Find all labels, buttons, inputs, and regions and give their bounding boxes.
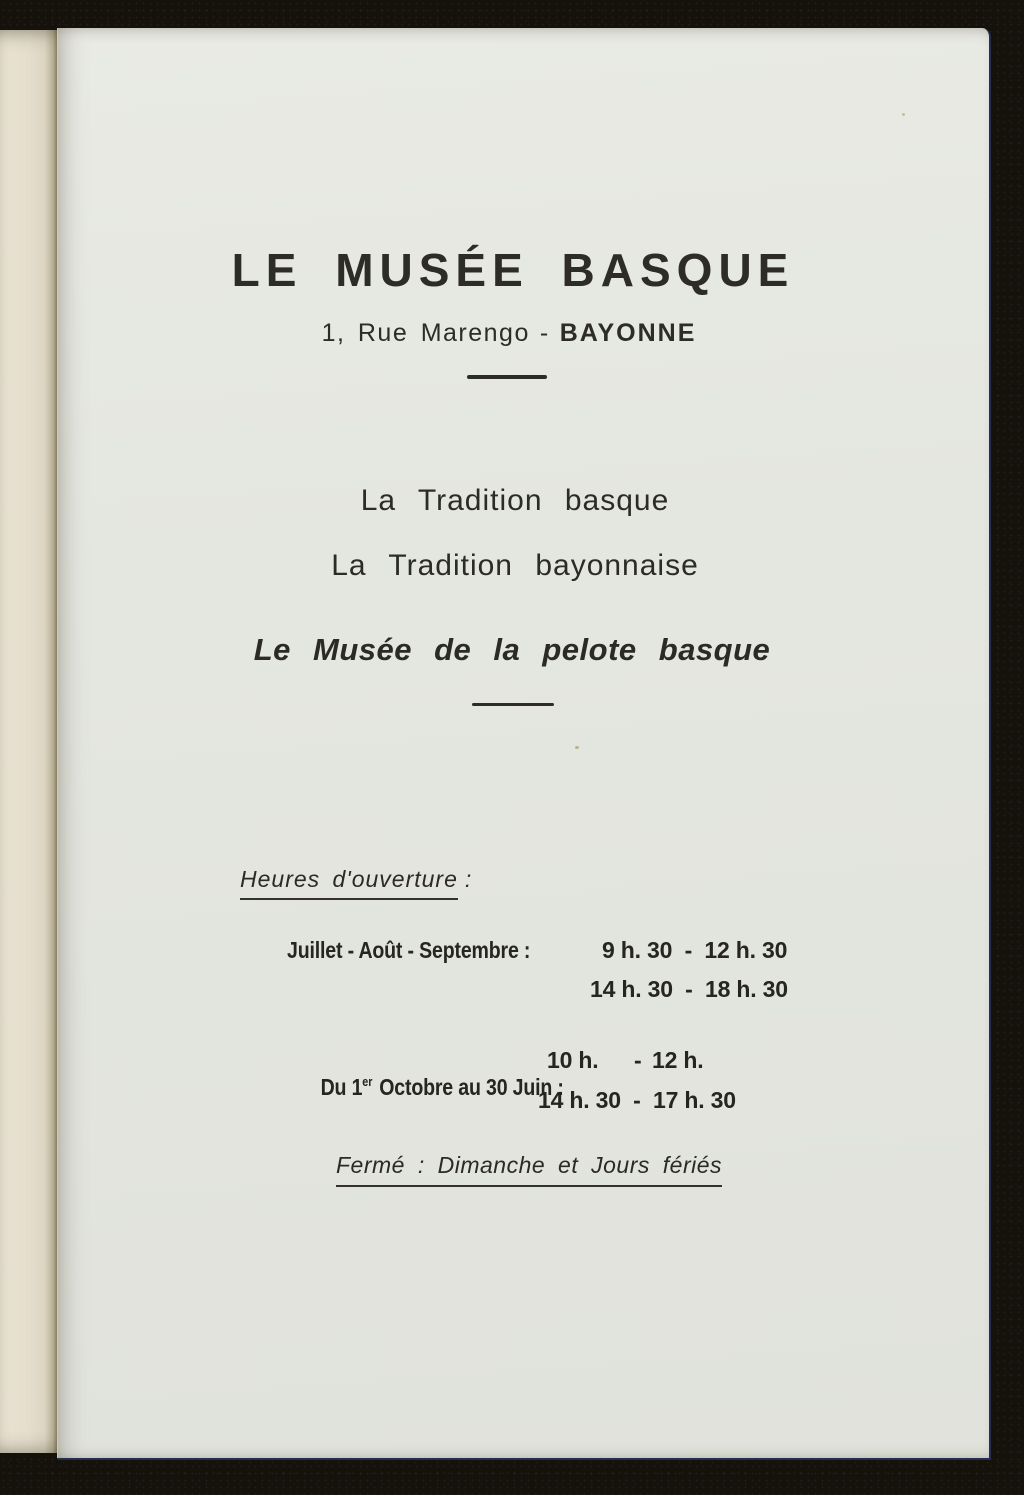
- winter-label-prefix: Du 1: [320, 1074, 363, 1100]
- museum-title: LE MUSÉE BASQUE: [231, 244, 795, 296]
- winter-morning-dash: -: [634, 1047, 642, 1073]
- tradition-bayonnaise-line: La Tradition bayonnaise: [331, 549, 699, 582]
- divider-rule-top: [467, 375, 547, 379]
- winter-morning-open-time: 10 h.: [547, 1047, 599, 1073]
- address-city: BAYONNE: [559, 319, 697, 347]
- summer-morning-hours: 9 h. 30 - 12 h. 30: [602, 937, 788, 963]
- winter-label-suffix: Octobre au 30 Juin :: [379, 1074, 564, 1100]
- winter-period-label: [289, 1047, 564, 1128]
- booklet-title-page: [57, 28, 991, 1460]
- booklet-inside-cover-edge: [0, 30, 57, 1453]
- summer-afternoon-hours: 14 h. 30 - 18 h. 30: [590, 976, 788, 1002]
- pelote-museum-line: Le Musée de la pelote basque: [253, 632, 771, 667]
- address-dash: -: [539, 319, 550, 347]
- opening-hours-heading-colon: :: [464, 866, 473, 892]
- address-street: 1, Rue Marengo: [321, 319, 530, 347]
- closed-days-notice: [336, 1152, 722, 1187]
- summer-period-label: Juillet - Août - Septembre :: [287, 937, 531, 963]
- address-line: [322, 319, 697, 348]
- opening-hours-heading: [240, 866, 472, 900]
- winter-label-ordinal: er: [362, 1075, 373, 1089]
- paper-speck: [575, 746, 579, 749]
- tradition-basque-line: La Tradition basque: [360, 484, 670, 517]
- opening-hours-heading-text: Heures d'ouverture: [240, 866, 458, 900]
- winter-afternoon-hours: 14 h. 30 - 17 h. 30: [538, 1087, 736, 1113]
- closed-days-notice-text: Fermé : Dimanche et Jours fériés: [336, 1152, 722, 1187]
- paper-speck: [902, 113, 905, 116]
- winter-morning-close-time: 12 h.: [652, 1047, 704, 1073]
- divider-rule-middle: [472, 703, 554, 706]
